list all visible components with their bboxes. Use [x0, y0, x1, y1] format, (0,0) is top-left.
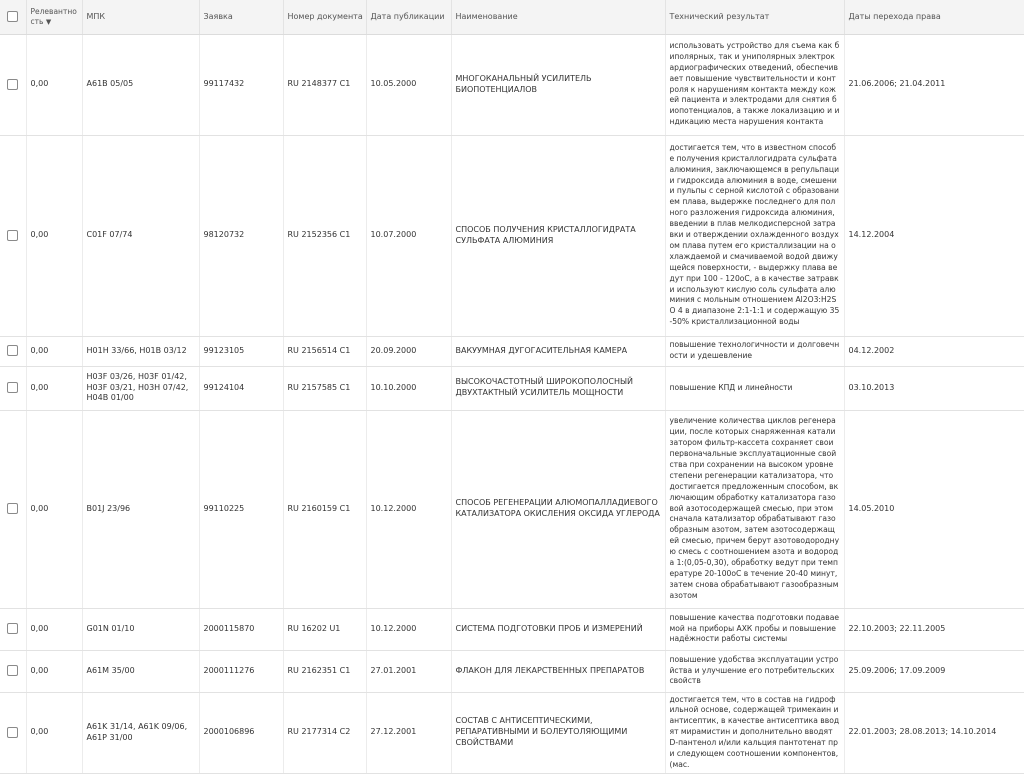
tech-result-cell: достигается тем, что в состав на гидрофильной основе, содержащей тримекаин и антисептик, в качестве антисептика вводят мирамистин и дополнительно вводят D-пантенол и/или кальция пантотенат при следующем соотношении компонентов, (мас.: [665, 692, 844, 773]
column-header-name[interactable]: Наименование: [451, 0, 665, 34]
column-header-mpk[interactable]: МПК: [82, 0, 199, 34]
application-cell: 2000111276: [199, 650, 283, 692]
relevance-header-line2: сть: [30, 16, 44, 26]
doc-number-cell: RU 2177314 C2: [283, 692, 366, 773]
table-row: [0, 608, 1024, 650]
application-cell: 99110225: [199, 410, 283, 608]
row-checkbox-cell: [0, 692, 26, 773]
name-cell[interactable]: ВАКУУМНАЯ ДУГОГАСИТЕЛЬНАЯ КАМЕРА: [451, 336, 665, 366]
mpk-cell: C01F 07/74: [82, 135, 199, 336]
application-cell: 99124104: [199, 366, 283, 410]
transfer-dates-cell: 22.01.2003; 28.08.2013; 14.10.2014: [844, 692, 1024, 773]
name-cell[interactable]: ВЫСОКОЧАСТОТНЫЙ ШИРОКОПОЛОСНЫЙ ДВУХТАКТНЫЙ УСИЛИТЕЛЬ МОЩНОСТИ: [451, 366, 665, 410]
application-cell: 99117432: [199, 34, 283, 135]
row-checkbox[interactable]: [7, 382, 18, 393]
doc-number-cell: RU 2148377 C1: [283, 34, 366, 135]
table-row: [0, 650, 1024, 692]
tech-result-cell: использовать устройство для съема как биполярных, так и униполярных электрокардиографических отведений, обеспечивает повышение чувствительности и контроля к нарушениям контакта между кожей пациента и электродами для снятия биопотенциалов, а также локализацию и индикацию места нарушения контакта: [665, 34, 844, 135]
row-checkbox[interactable]: [7, 503, 18, 514]
name-cell[interactable]: МНОГОКАНАЛЬНЫЙ УСИЛИТЕЛЬ БИОПОТЕНЦИАЛОВ: [451, 34, 665, 135]
relevance-cell: 0,00: [26, 410, 82, 608]
name-cell[interactable]: СПОСОБ РЕГЕНЕРАЦИИ АЛЮМОПАЛЛАДИЕВОГО КАТАЛИЗАТОРА ОКИСЛЕНИЯ ОКСИДА УГЛЕРОДА: [451, 410, 665, 608]
row-checkbox-cell: [0, 650, 26, 692]
pub-date-cell: 10.12.2000: [366, 410, 451, 608]
relevance-cell: 0,00: [26, 608, 82, 650]
column-header-doc-number[interactable]: Номер документа: [283, 0, 366, 34]
column-header-tech-result[interactable]: Технический результат: [665, 0, 844, 34]
relevance-header-label: [31, 7, 78, 27]
row-checkbox[interactable]: [7, 623, 18, 634]
tech-result-cell: повышение удобства эксплуатации устройства и улучшение его потребительских свойств: [665, 650, 844, 692]
column-header-transfer-dates[interactable]: Даты перехода права: [844, 0, 1024, 34]
relevance-cell: 0,00: [26, 692, 82, 773]
mpk-cell: A61M 35/00: [82, 650, 199, 692]
name-cell[interactable]: СПОСОБ ПОЛУЧЕНИЯ КРИСТАЛЛОГИДРАТА СУЛЬФАТА АЛЮМИНИЯ: [451, 135, 665, 336]
tech-result-cell: повышение технологичности и долговечности и удешевление: [665, 336, 844, 366]
tech-result-cell: повышение качества подготовки подаваемой на приборы АХК пробы и повышение надёжности работы системы: [665, 608, 844, 650]
pub-date-cell: 27.12.2001: [366, 692, 451, 773]
tech-result-cell: увеличение количества циклов регенерации, после которых снаряженная катализатором фильтр-кассета сохраняет свои первоначальные эксплуатационные свойства при сохранении на высоком уровне степени регенерации катализатора, что достигается предложенным способом, включающим обработку катализатора газовой азотосодержащей смесью, при этом сначала катализатор обрабатывают газообразным азотом, затем азотосодержащей смесью, причем берут азотоводородную смесь с соотношением азота и водорода 1:(0,05-0,30), обработку ведут при температуре 20-100оС в течение 20-40 минут, затем снова обрабатывают газообразным азотом: [665, 410, 844, 608]
doc-number-cell: RU 2156514 C1: [283, 336, 366, 366]
transfer-dates-cell: 22.10.2003; 22.11.2005: [844, 608, 1024, 650]
table-header: [0, 0, 1024, 34]
table-row: [0, 336, 1024, 366]
row-checkbox-cell: [0, 366, 26, 410]
transfer-dates-cell: 25.09.2006; 17.09.2009: [844, 650, 1024, 692]
sort-descending-icon: ▼: [45, 17, 52, 26]
relevance-cell: 0,00: [26, 135, 82, 336]
application-cell: 2000115870: [199, 608, 283, 650]
doc-number-cell: RU 2157585 C1: [283, 366, 366, 410]
application-cell: 99123105: [199, 336, 283, 366]
row-checkbox[interactable]: [7, 79, 18, 90]
column-header-pub-date[interactable]: Дата публикации: [366, 0, 451, 34]
row-checkbox-cell: [0, 410, 26, 608]
doc-number-cell: RU 2152356 C1: [283, 135, 366, 336]
table-row: [0, 692, 1024, 773]
table-row: [0, 135, 1024, 336]
row-checkbox-cell: [0, 608, 26, 650]
relevance-cell: 0,00: [26, 650, 82, 692]
row-checkbox[interactable]: [7, 727, 18, 738]
mpk-cell: H03F 03/26, H03F 01/42, H03F 03/21, H03H 07/42, H04B 01/00: [82, 366, 199, 410]
application-cell: 2000106896: [199, 692, 283, 773]
tech-result-cell: достигается тем, что в известном способе получения кристаллогидрата сульфата алюминия, заключающемся в репульпации гидроксида алюминия в воде, смешении пульпы с серной кислотой с образованием плава, выдержке последнего для полного разложения гидроксида алюминия, введении в плав мелкодисперсной затравки и отверждении охлажденного воздухом плава путем его кристаллизации на охлаждаемой и смачиваемой водой движущейся поверхности, - выдержку плава ведут при 100 - 120оС, а в качестве затравки используют кислую соль сульфата алюминия с мольным отношением Al2O3:H2SO 4 в диапазоне 2:1-1:1 и содержащую 35-50% кристаллизационной воды: [665, 135, 844, 336]
mpk-cell: G01N 01/10: [82, 608, 199, 650]
table-body: [0, 34, 1024, 773]
transfer-dates-cell: 14.12.2004: [844, 135, 1024, 336]
select-all-checkbox[interactable]: [7, 11, 18, 22]
doc-number-cell: RU 16202 U1: [283, 608, 366, 650]
transfer-dates-cell: 21.06.2006; 21.04.2011: [844, 34, 1024, 135]
tech-result-cell: повышение КПД и линейности: [665, 366, 844, 410]
row-checkbox[interactable]: [7, 665, 18, 676]
table-row: [0, 366, 1024, 410]
row-checkbox-cell: [0, 135, 26, 336]
relevance-header-line1: Релевантно: [30, 6, 77, 16]
row-checkbox[interactable]: [7, 345, 18, 356]
select-all-cell: [0, 0, 26, 34]
table-row: [0, 34, 1024, 135]
transfer-dates-cell: 14.05.2010: [844, 410, 1024, 608]
table-row: [0, 410, 1024, 608]
relevance-cell: 0,00: [26, 366, 82, 410]
transfer-dates-cell: 04.12.2002: [844, 336, 1024, 366]
mpk-cell: A61K 31/14, A61K 09/06, A61P 31/00: [82, 692, 199, 773]
relevance-cell: 0,00: [26, 34, 82, 135]
pub-date-cell: 10.12.2000: [366, 608, 451, 650]
pub-date-cell: 27.01.2001: [366, 650, 451, 692]
relevance-cell: 0,00: [26, 336, 82, 366]
transfer-dates-cell: 03.10.2013: [844, 366, 1024, 410]
pub-date-cell: 10.10.2000: [366, 366, 451, 410]
application-cell: 98120732: [199, 135, 283, 336]
row-checkbox[interactable]: [7, 230, 18, 241]
mpk-cell: B01J 23/96: [82, 410, 199, 608]
row-checkbox-cell: [0, 336, 26, 366]
mpk-cell: H01H 33/66, H01B 03/12: [82, 336, 199, 366]
pub-date-cell: 10.05.2000: [366, 34, 451, 135]
name-cell[interactable]: СИСТЕМА ПОДГОТОВКИ ПРОБ И ИЗМЕРЕНИЙ: [451, 608, 665, 650]
mpk-cell: A61B 05/05: [82, 34, 199, 135]
doc-number-cell: RU 2160159 C1: [283, 410, 366, 608]
name-cell[interactable]: СОСТАВ С АНТИСЕПТИЧЕСКИМИ, РЕПАРАТИВНЫМИ И БОЛЕУТОЛЯЮЩИМИ СВОЙСТВАМИ: [451, 692, 665, 773]
doc-number-cell: RU 2162351 C1: [283, 650, 366, 692]
column-header-application[interactable]: Заявка: [199, 0, 283, 34]
pub-date-cell: 10.07.2000: [366, 135, 451, 336]
pub-date-cell: 20.09.2000: [366, 336, 451, 366]
column-header-relevance[interactable]: [26, 0, 82, 34]
name-cell[interactable]: ФЛАКОН ДЛЯ ЛЕКАРСТВЕННЫХ ПРЕПАРАТОВ: [451, 650, 665, 692]
row-checkbox-cell: [0, 34, 26, 135]
